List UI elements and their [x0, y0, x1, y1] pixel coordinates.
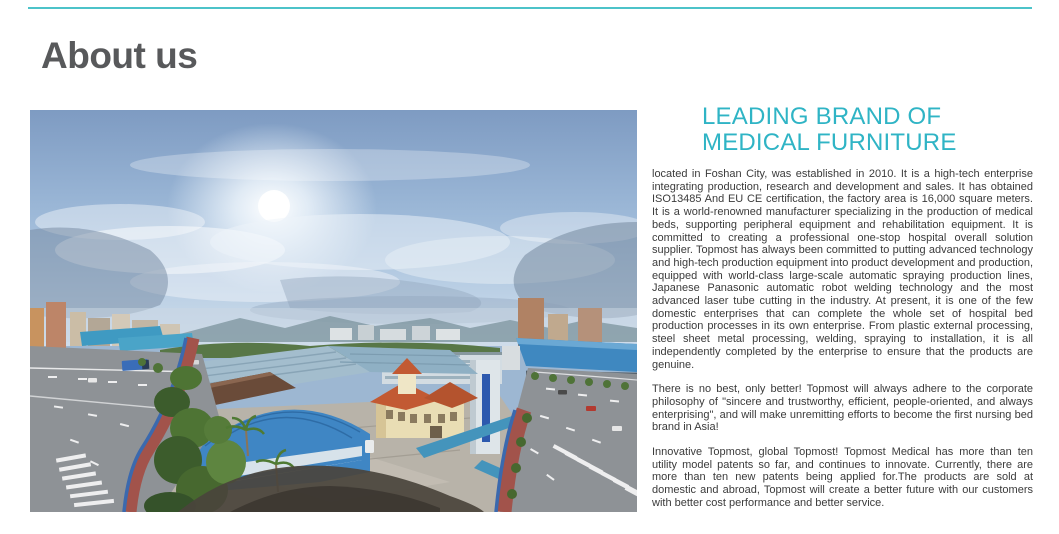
about-paragraph-company: located in Foshan City, was established in 2010. It is a high-tech enterprise integrating production, research and development and sales. It has obtained ISO13485 And EU CE certification, the factory area is 16,000 square meters. It is a world-renowned manufacturer specializing in the production of medical beds, supporting peripheral equipment and rehabilitation equipment. It is committed to creating a professional one-stop hospital overall solution supplier. Topmost has always been committed to putting advanced technology and high-tech production equipment into product development and production, equipped with world-class large-scale automatic spraying production lines, Japanese Panasonic automatic robot welding technology and the most advanced laser tube cutting in the industry. At present, it is one of the few domestic enterprises that can complete the whole set of hospital bed production processes in its own enterprise. From plastic external processing, steel sheet metal processing, welding, spraying to installation, it is all independently completed by the enterprise to ensure that the products are genuine.	[652, 168, 1033, 371]
sun	[258, 190, 290, 222]
section-heading	[702, 104, 1033, 156]
section-heading-line1: LEADING BRAND OF	[702, 103, 942, 130]
factory-panorama-image	[30, 110, 637, 512]
section-heading-line2: MEDICAL FURNITURE	[702, 129, 957, 156]
page-title: About us	[41, 35, 198, 76]
about-paragraphs	[652, 168, 1033, 510]
about-paragraph-innovation: Innovative Topmost, global Topmost! Topmost Medical has more than ten utility model patents so far, and continues to innovate. Currently, there are more than ten new patents being applied for.The products are sold at domestic and abroad, Topmost will create a better future with our customers with better cost performance and better service.	[652, 446, 1033, 509]
about-content	[652, 104, 1033, 510]
top-divider	[28, 7, 1032, 9]
right-road	[496, 368, 637, 512]
sky	[30, 110, 637, 346]
about-paragraph-philosophy: There is no best, only better! Topmost will always adhere to the corporate philosophy of "sincere and trustworthy, efficient, people-oriented, and always enterprising", and will make unremitting efforts to become the first nursing bed brand in Asia!	[652, 383, 1033, 434]
